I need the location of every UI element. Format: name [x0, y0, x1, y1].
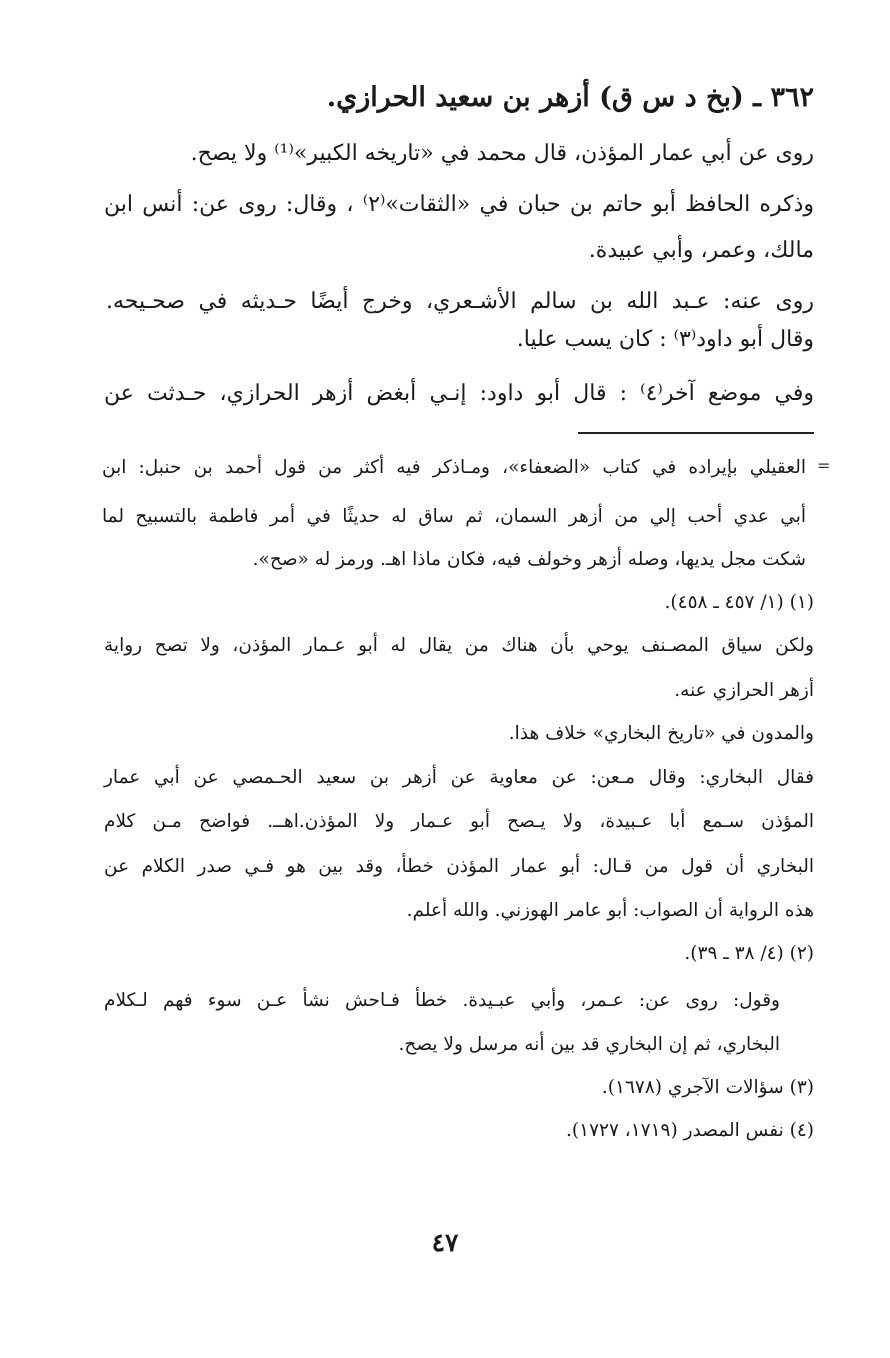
footnote-line-16: (٤) نفس المصدر (١٧١٩، ١٧٢٧).: [566, 1120, 814, 1141]
footnote-line-5: ولكن سياق المصـنف يوحي بأن هناك من يقال له أبو عـمار المؤذن، ولا تصح رواية: [104, 635, 814, 656]
footnote-line-14: البخاري، ثم إن البخاري قد بين أنه مرسل ولا يصح.: [398, 1034, 780, 1055]
main-line-6: وفي موضع آخر⁽٤⁾ : قال أبو داود: إنـي أبغض أزهر الحرازي، حـدثت عن: [104, 381, 814, 406]
main-line-1: روى عن أبي عمار المؤذن، قال محمد في «تاريخه الكبير»⁽¹⁾ ولا يصح.: [190, 141, 814, 166]
footnote-line-2: أبي عدي أحب إلي من أزهر السمان، ثم ساق له حديثًا في أمر فاطمة بالتسبيح لما: [102, 506, 806, 527]
entry-title: ٣٦٢ ـ (بخ د س ق) أزهر بن سعيد الحرازي.: [326, 82, 814, 113]
footnote-divider: [578, 432, 814, 434]
footnote-line-10: البخاري أن قول من قـال: أبو عمار المؤذن خطأ، وقد بين هو فـي صدر الكلام عن: [104, 856, 814, 877]
main-line-2: وذكره الحافظ أبو حاتم بن حبان في «الثقات»⁽٢⁾ ، وقال: روى عن: أنس ابن: [104, 192, 814, 217]
footnote-line-4: (١) (١/ ٤٥٧ ـ ٤٥٨).: [664, 592, 814, 613]
footnote-line-11: هذه الرواية أن الصواب: أبو عامر الهوزني. والله أعلم.: [406, 900, 814, 921]
footnote-line-3: شكت مجل يديها، وصله أزهر وخولف فيه، فكان ماذا اهـ. ورمز له «صح».: [252, 549, 806, 570]
footnote-line-9: المؤذن سـمع أبا عـبيدة، ولا يـصح أبو عـمار ولا المؤذن.اهــ. فواضح مـن كلام: [104, 811, 814, 832]
footnote-line-8: فقال البخاري: وقال مـعن: عن معاوية عن أزهر بن سعيد الحـمصي عن أبي عمار: [104, 767, 814, 788]
main-line-5: وقال أبو داود⁽٣⁾ : كان يسب عليا.: [516, 327, 814, 352]
page-number: ٤٧: [431, 1228, 459, 1257]
main-line-3: مالك، وعمر، وأبي عبيدة.: [588, 238, 814, 263]
main-line-4: روى عنه: عـبد الله بن سالم الأشـعري، وخرج أيضًا حـديثه في صحـيحه.: [106, 289, 814, 314]
continuation-mark: =: [817, 456, 831, 475]
footnote-line-12: (٢) (٤/ ٣٨ ـ ٣٩).: [684, 943, 814, 964]
footnote-line-6: أزهر الحرازي عنه.: [674, 680, 814, 701]
footnote-line-7: والمدون في «تاريخ البخاري» خلاف هذا.: [508, 723, 814, 744]
footnote-line-13: وقول: روى عن: عـمر، وأبي عبـيدة. خطأ فـاحش نشأ عـن سوء فهم لـكلام: [104, 990, 780, 1011]
footnote-line-15: (٣) سؤالات الآجري (١٦٧٨).: [601, 1077, 814, 1098]
footnote-line-1: العقيلي بإيراده في كتاب «الضعفاء»، ومـاذكر فيه أكثر من قول أحمد بن حنبل: ابن: [102, 457, 806, 478]
